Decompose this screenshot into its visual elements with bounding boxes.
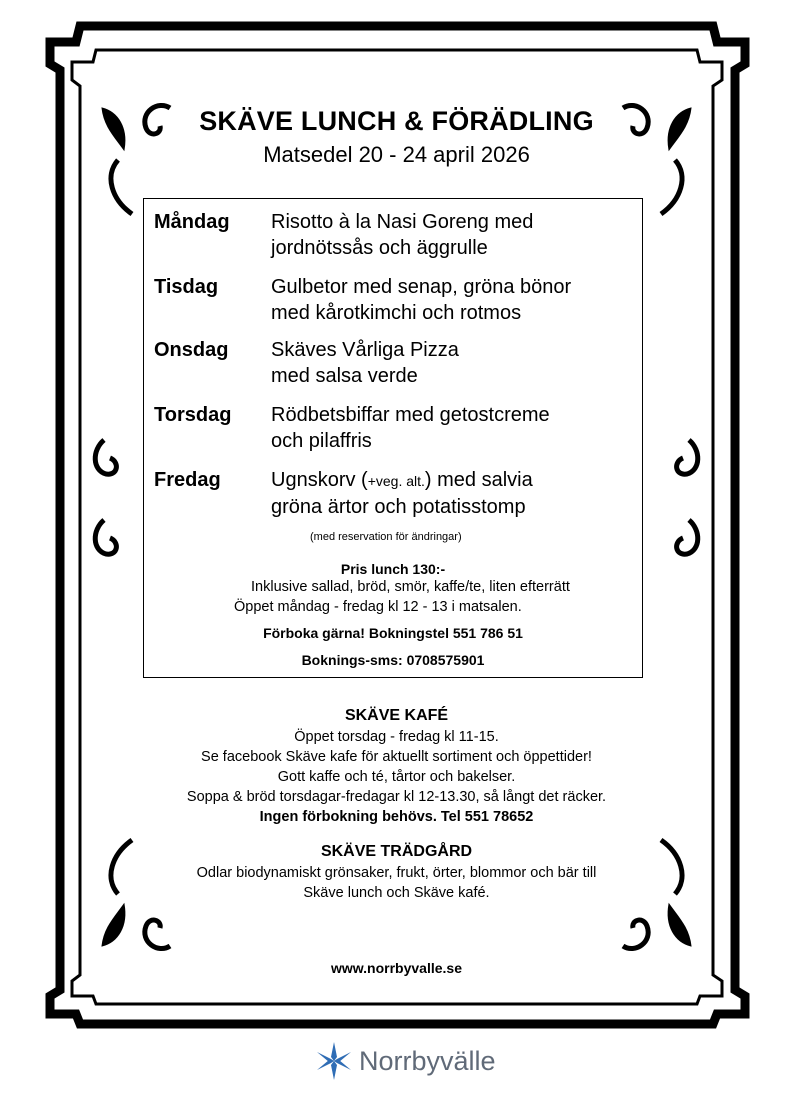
tradgard-line: Skäve lunch och Skäve kafé. bbox=[303, 885, 490, 901]
tradgard-section bbox=[0, 843, 793, 903]
kafe-title: SKÄVE KAFÉ bbox=[344, 707, 449, 724]
dish-line: och pilaffris bbox=[271, 430, 372, 452]
price-includes: Inklusive sallad, bröd, smör, kaffe/te, liten efterrätt bbox=[251, 579, 570, 595]
reservation-note: (med reservation för ändringar) bbox=[310, 531, 462, 543]
tradgard-title: SKÄVE TRÄDGÅRD bbox=[320, 843, 473, 860]
kafe-line: Se facebook Skäve kafe för aktuellt sortiment och öppettider! bbox=[201, 749, 592, 765]
dish-thursday bbox=[271, 402, 550, 454]
website-link[interactable]: www.norrbyvalle.se bbox=[331, 960, 462, 976]
dish-line: Gulbetor med senap, gröna bönor bbox=[271, 276, 572, 298]
day-label-monday: Måndag bbox=[154, 211, 230, 233]
dish-friday bbox=[271, 467, 533, 520]
dish-line: Rödbetsbiffar med getostcreme bbox=[271, 404, 550, 426]
kafe-line: Soppa & bröd torsdagar-fredagar kl 12-13.30, så långt det räcker. bbox=[186, 789, 607, 805]
dish-line: gröna ärtor och potatisstomp bbox=[271, 496, 526, 518]
dish-tuesday bbox=[271, 274, 571, 326]
dish-monday bbox=[271, 209, 533, 261]
booking-sms: Boknings-sms: 0708575901 bbox=[301, 652, 485, 668]
kafe-booking-note: Ingen förbokning behövs. Tel 551 78652 bbox=[259, 809, 534, 825]
dish-line: Skäves Vårliga Pizza bbox=[271, 339, 459, 361]
day-label-wednesday: Onsdag bbox=[154, 339, 229, 361]
dish-line bbox=[271, 469, 533, 491]
day-label-friday: Fredag bbox=[154, 469, 221, 491]
veg-alternative-note: +veg. alt. bbox=[367, 473, 425, 489]
dish-text: Ugnskorv ( bbox=[271, 469, 368, 491]
opening-hours: Öppet måndag - fredag kl 12 - 13 i matsalen. bbox=[234, 599, 522, 615]
day-label-thursday: Torsdag bbox=[154, 404, 232, 426]
dish-line: jordnötssås och äggrulle bbox=[271, 237, 488, 259]
snowflake-star-icon bbox=[313, 1040, 355, 1082]
dish-text: ) med salvia bbox=[424, 469, 533, 491]
dish-line: med salsa verde bbox=[271, 365, 418, 387]
dish-line: Risotto à la Nasi Goreng med bbox=[271, 211, 534, 233]
logo-text: Norrbyvälle bbox=[359, 1045, 496, 1076]
lunch-menu-box bbox=[143, 198, 643, 678]
norrbyvalle-logo bbox=[313, 1040, 496, 1082]
kafe-section bbox=[0, 707, 793, 827]
dish-line: med kårotkimchi och rotmos bbox=[271, 302, 522, 324]
kafe-line: Gott kaffe och té, tårtor och bakelser. bbox=[277, 769, 516, 785]
price-title: Pris lunch 130:- bbox=[340, 561, 446, 577]
tradgard-line: Odlar biodynamiskt grönsaker, frukt, örter, blommor och bär till bbox=[196, 865, 597, 881]
day-label-tuesday: Tisdag bbox=[154, 276, 219, 298]
booking-phone: Förboka gärna! Bokningstel 551 786 51 bbox=[263, 625, 523, 641]
menu-week-subtitle: Matsedel 20 - 24 april 2026 bbox=[263, 142, 530, 167]
kafe-line: Öppet torsdag - fredag kl 11-15. bbox=[294, 729, 499, 745]
page-title: SKÄVE LUNCH & FÖRÄDLING bbox=[199, 106, 594, 136]
dish-wednesday bbox=[271, 337, 459, 389]
